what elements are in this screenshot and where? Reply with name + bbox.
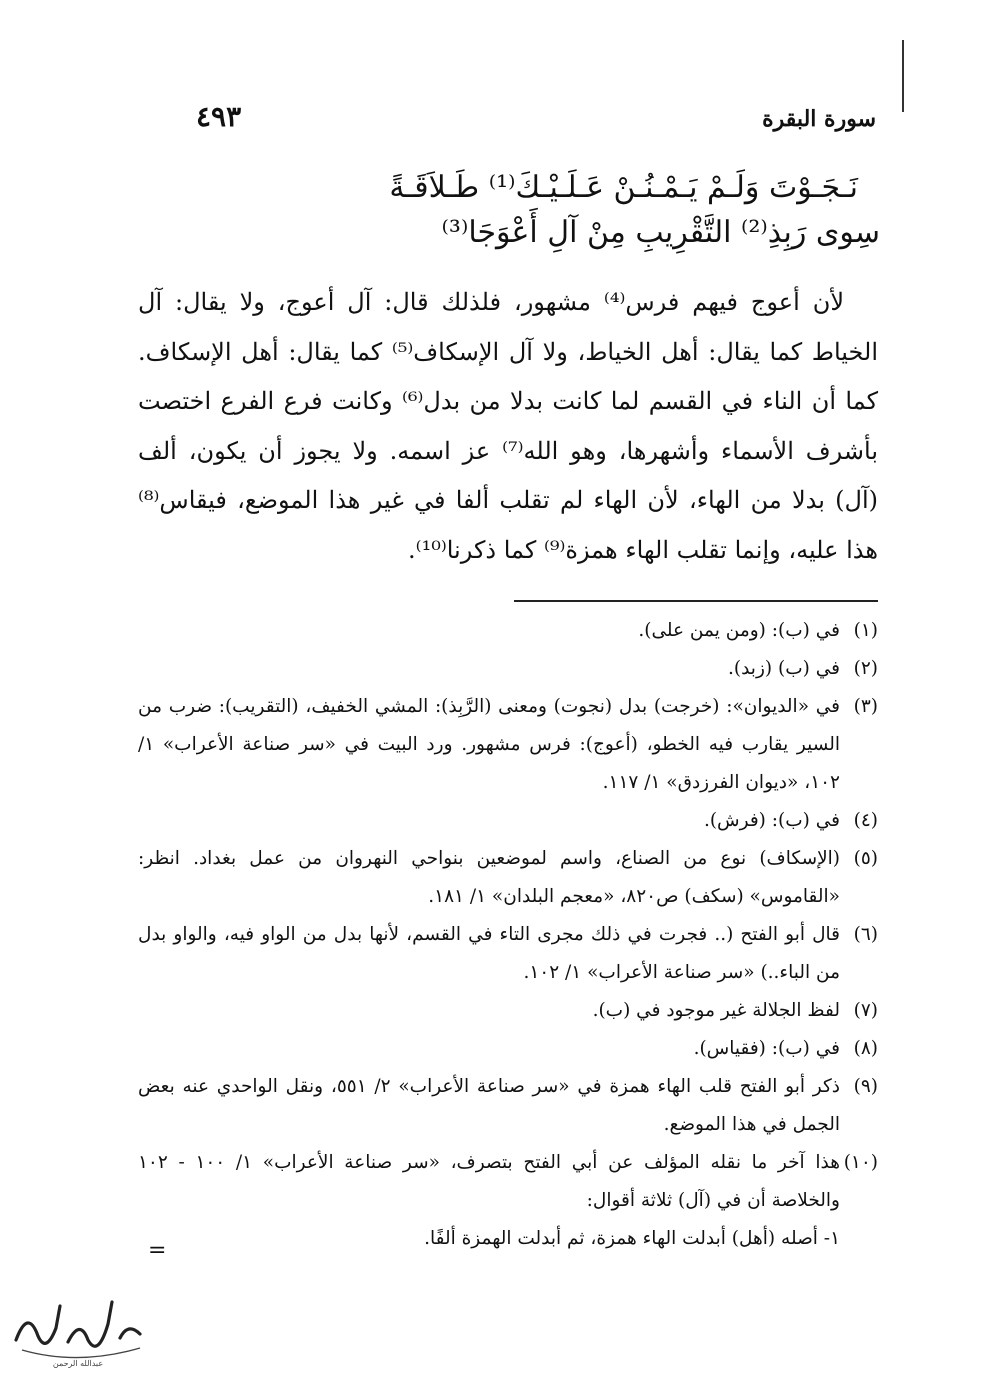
main-text <box>138 278 878 575</box>
main-paragraph: لأن أعوج فيهم فرس⁽⁴⁾ مشهور، فلذلك قال: آل أعوج، ولا يقال: آل الخياط كما يقال: أهل الخياط، ولا آل الإسكاف⁽⁵⁾ كما يقال: أهل الإسكاف. كما أن الناء في القسم لما كانت بدلا من بدل⁽⁶⁾ وكانت فرع الفرع اختصت بأشرف الأسماء وأشهرها، وهو الله⁽⁷⁾ عز اسمه. ولا يجوز أن يكون، ألف (آل) بدلا من الهاء، لأن الهاء لم تقلب ألفا في غير هذا الموضع، فيقاس⁽⁸⁾ هذا عليه، وإنما تقلب الهاء همزة⁽⁹⁾ كما ذكرنا⁽¹⁰⁾. <box>138 288 879 564</box>
footnote-number: (٨) <box>853 1038 878 1059</box>
page-number: ٤٩٣ <box>196 100 242 133</box>
continuation-mark: = <box>148 1238 167 1263</box>
footnote-number: (٣) <box>853 696 878 717</box>
footnote-text: (الإسكاف) نوع من الصناع، واسم لموضعين بنواحي النهروان من عمل بغداد. انظر: «القاموس» (سكف) ص٨٢٠، «معجم البلدان» ١/ ١٨١. <box>138 848 840 907</box>
footnote-number: (٢) <box>853 658 878 679</box>
footnote-number: (٩) <box>853 1076 878 1097</box>
footnote-separator <box>514 600 878 602</box>
footnote-text: هذا آخر ما نقله المؤلف عن أبي الفتح بتصرف، «سر صناعة الأعراب» ١/ ١٠٠ - ١٠٢ والخلاصة أن في (آل) ثلاثة أقوال: <box>138 1152 840 1211</box>
page-header <box>150 100 876 144</box>
verse-line-1: نَـجَـوْتَ وَلَـمْ يَـمْـنُـنْ عَـلَـيْـكَ⁽¹⁾ طَـلاَقَـةً <box>389 170 858 205</box>
footnote-text: في (ب): (فرش). <box>703 810 840 831</box>
footnote-item <box>138 1068 878 1144</box>
footnote-text: ذكر أبو الفتح قلب الهاء همزة في «سر صناعة الأعراب» ٢/ ٥٥١، ونقل الواحدي عنه بعض الجمل في هذا الموضع. <box>138 1076 840 1135</box>
footnote-item <box>138 840 878 916</box>
publisher-logo-icon <box>8 1288 148 1372</box>
footnote-item <box>138 992 878 1030</box>
footnote-number: (١٠) <box>843 1152 878 1173</box>
footnote-number: (١) <box>853 620 878 641</box>
surah-title: سورة البقرة <box>762 106 876 132</box>
footnote-text: في (ب): (ومن يمن على). <box>638 620 840 641</box>
footnote-text: في (ب): (فقياس). <box>693 1038 840 1059</box>
footnote-item <box>138 650 878 688</box>
footnote-item <box>138 688 878 802</box>
footnote-number: (٧) <box>853 1000 878 1021</box>
footnote-text: في (ب) (زبد). <box>728 658 840 679</box>
footnote-item <box>138 1144 878 1220</box>
footnote-number: (٥) <box>853 848 878 869</box>
footnote-continuation: ١- أصله (أهل) أبدلت الهاء همزة، ثم أبدلت الهمزة ألفًا. <box>424 1228 840 1249</box>
footnote-item <box>138 1030 878 1068</box>
footnote-text: لفظ الجلالة غير موجود في (ب). <box>592 1000 840 1021</box>
svg-text:عبدالله الرحمن: عبدالله الرحمن <box>52 1359 104 1368</box>
footnote-item <box>138 802 878 840</box>
footnote-item <box>138 612 878 650</box>
binding-line <box>902 40 904 112</box>
footnote-number: (٦) <box>853 924 878 945</box>
footnotes <box>138 612 878 1258</box>
footnote-number: (٤) <box>853 810 878 831</box>
footnote-text: في «الديوان»: (خرجت) بدل (نجوت) ومعنى (الرَّبِذ): المشي الخفيف، (التقريب): ضرب من السير يقارب فيه الخطو، (أعوج): فرس مشهور. ورد البيت في «سر صناعة الأعراب» ١/ ١٠٢، «ديوان الفرزدق» ١/ ١١٧. <box>138 696 840 793</box>
verse-line-2: سِوى رَبِذِ⁽²⁾ التَّقْرِيبِ مِنْ آلِ أَعْوَجَا⁽³⁾ <box>441 215 880 250</box>
footnote-item <box>138 916 878 992</box>
footnote-text: قال أبو الفتح (.. فجرت في ذلك مجرى التاء في القسم، لأنها بدل من الواو فيه، والواو بدل من الباء..) «سر صناعة الأعراب» ١/ ١٠٢. <box>138 924 840 983</box>
